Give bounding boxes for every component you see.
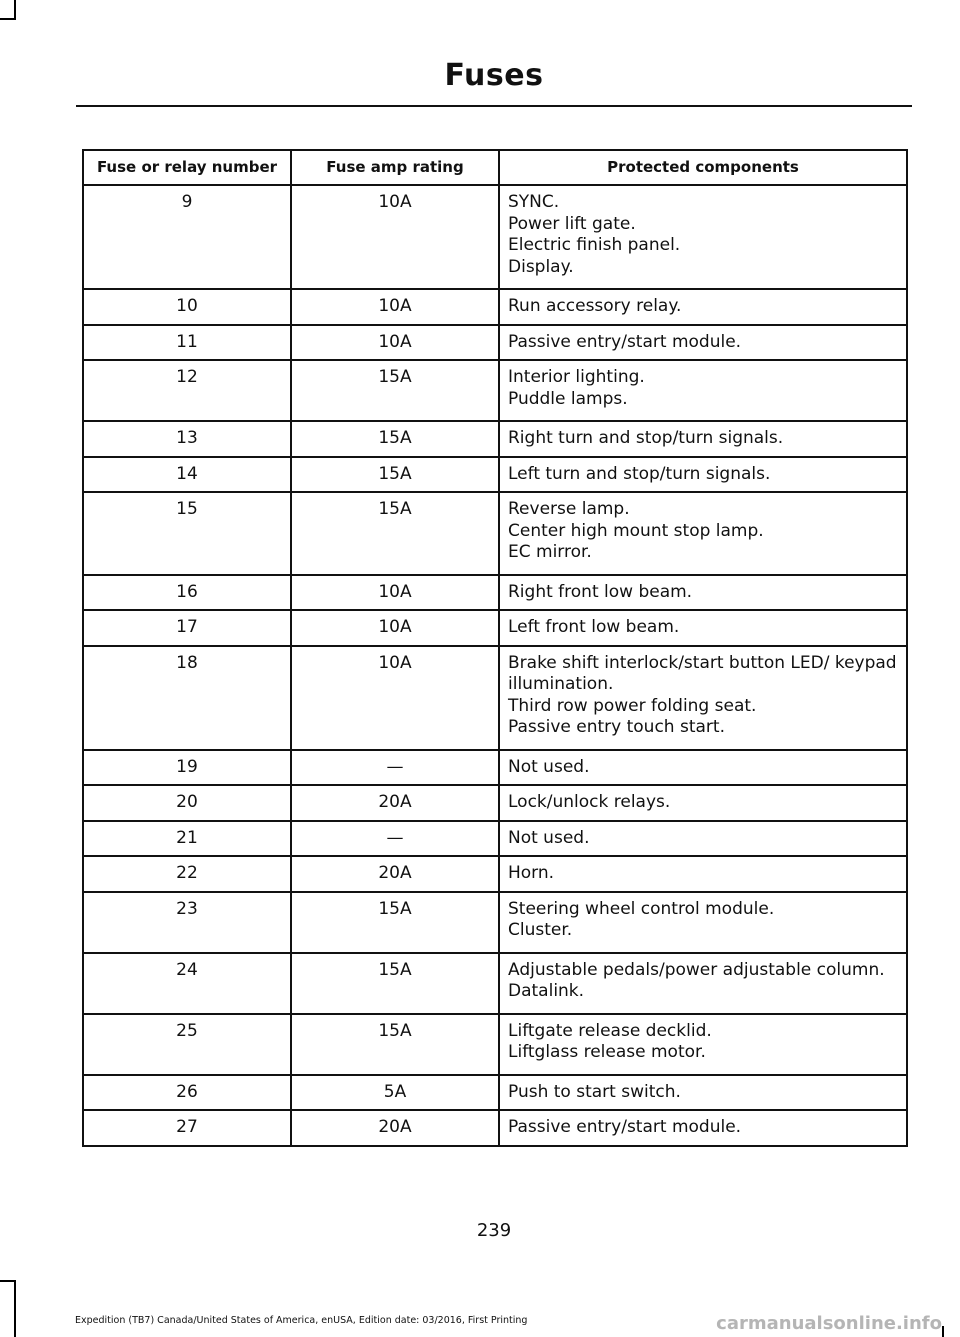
component-line: Third row power folding seat. [508, 695, 757, 716]
component-line: Liftgate release decklid. [508, 1020, 712, 1041]
protected-components-cell [499, 610, 907, 646]
protected-components-cell [499, 821, 907, 857]
amp-rating-cell: 10A [291, 575, 499, 611]
table-row [83, 360, 907, 421]
protected-components-cell [499, 646, 907, 750]
fuse-number-cell: 17 [83, 610, 291, 646]
page-number: 239 [476, 1220, 512, 1241]
component-line: Horn. [508, 863, 555, 883]
protected-components-cell [499, 892, 907, 953]
amp-rating-cell: 15A [291, 953, 499, 1014]
fuse-number-cell: 20 [83, 785, 291, 821]
component-line: Not used. [508, 827, 590, 848]
protected-components-cell [499, 1110, 907, 1146]
amp-rating-cell: 10A [291, 325, 499, 361]
table-row [83, 785, 907, 821]
component-line: EC mirror. [508, 542, 592, 562]
protected-components-cell [499, 289, 907, 325]
fuse-number-cell: 25 [83, 1014, 291, 1075]
component-line: Center high mount stop lamp. [508, 520, 764, 541]
table-row [83, 856, 907, 892]
component-line: Left turn and stop/turn signals. [508, 463, 771, 484]
footer-edition-text: Expedition (TB7) Canada/United States of America, enUSA, Edition date: 03/2016, First Printing [75, 1315, 528, 1326]
component-line: Puddle lamps. [508, 388, 628, 409]
table-row [83, 1110, 907, 1146]
crop-mark-bottom-right [942, 1326, 944, 1337]
column-header-protected-components: Protected components [499, 150, 907, 185]
component-line: Power lift gate. [508, 213, 636, 234]
amp-rating-cell: 5A [291, 1075, 499, 1111]
table-row [83, 325, 907, 361]
amp-rating-cell: 15A [291, 1014, 499, 1075]
protected-components-cell [499, 1014, 907, 1075]
page-title: Fuses [444, 58, 544, 93]
crop-mark-bottom-left [0, 1280, 16, 1282]
protected-components-cell [499, 421, 907, 457]
component-line: Cluster. [508, 920, 573, 940]
protected-components-cell [499, 953, 907, 1014]
amp-rating-cell: 10A [291, 610, 499, 646]
component-line: Liftglass release motor. [508, 1042, 706, 1062]
protected-components-cell [499, 750, 907, 786]
component-line: Right front low beam. [508, 581, 693, 602]
protected-components-cell [499, 325, 907, 361]
amp-rating-cell: 10A [291, 289, 499, 325]
crop-mark-top-left [14, 0, 16, 20]
component-line: Lock/unlock relays. [508, 792, 671, 812]
table-row [83, 892, 907, 953]
fuse-number-cell: 21 [83, 821, 291, 857]
table-row [83, 185, 907, 289]
amp-rating-cell: 10A [291, 646, 499, 750]
table-row [83, 1014, 907, 1075]
component-line: SYNC. [508, 192, 560, 212]
column-header-fuse-number: Fuse or relay number [83, 150, 291, 185]
fuse-number-cell: 15 [83, 492, 291, 575]
amp-rating-cell: 15A [291, 421, 499, 457]
protected-components-cell [499, 785, 907, 821]
protected-components-cell [499, 575, 907, 611]
component-line: Push to start switch. [508, 1081, 681, 1102]
table-row [83, 575, 907, 611]
fuse-number-cell: 19 [83, 750, 291, 786]
fuse-number-cell: 16 [83, 575, 291, 611]
table-row [83, 821, 907, 857]
component-line: Adjustable pedals/power adjustable column. [508, 959, 885, 980]
table-row [83, 953, 907, 1014]
component-line: Electric finish panel. [508, 235, 681, 255]
protected-components-cell [499, 185, 907, 289]
component-line: Not used. [508, 756, 590, 777]
component-line: Passive entry touch start. [508, 717, 725, 737]
amp-rating-cell: 20A [291, 856, 499, 892]
protected-components-cell [499, 492, 907, 575]
table-row [83, 646, 907, 750]
table-row [83, 492, 907, 575]
table-header-row [83, 150, 907, 185]
component-line: Run accessory relay. [508, 296, 682, 316]
table-row [83, 750, 907, 786]
amp-rating-cell: — [291, 750, 499, 786]
fuse-number-cell: 13 [83, 421, 291, 457]
protected-components-cell [499, 856, 907, 892]
table-row [83, 457, 907, 493]
component-line: Passive entry/start module. [508, 1117, 742, 1137]
component-line: Passive entry/start module. [508, 331, 742, 352]
fuse-number-cell: 23 [83, 892, 291, 953]
fuse-number-cell: 10 [83, 289, 291, 325]
component-line: Left front low beam. [508, 617, 680, 637]
protected-components-cell [499, 360, 907, 421]
fuse-number-cell: 14 [83, 457, 291, 493]
amp-rating-cell: 20A [291, 1110, 499, 1146]
amp-rating-cell: 15A [291, 892, 499, 953]
component-line: Steering wheel control module. [508, 898, 775, 919]
column-header-amp-rating: Fuse amp rating [291, 150, 499, 185]
amp-rating-cell: 20A [291, 785, 499, 821]
amp-rating-cell: 15A [291, 492, 499, 575]
table-row [83, 1075, 907, 1111]
table-row [83, 289, 907, 325]
component-line: Reverse lamp. [508, 499, 630, 519]
amp-rating-cell: — [291, 821, 499, 857]
fuse-number-cell: 12 [83, 360, 291, 421]
crop-mark-top-left [0, 18, 16, 20]
component-line: Interior lighting. [508, 367, 645, 387]
component-line: Brake shift interlock/start button LED/ keypad illumination. [508, 652, 897, 694]
fuse-number-cell: 11 [83, 325, 291, 361]
fuse-number-cell: 22 [83, 856, 291, 892]
fuse-number-cell: 26 [83, 1075, 291, 1111]
watermark-logo: carmanualsonline.info [716, 1313, 942, 1334]
component-line: Right turn and stop/turn signals. [508, 428, 784, 448]
fuse-number-cell: 24 [83, 953, 291, 1014]
table-row [83, 421, 907, 457]
amp-rating-cell: 15A [291, 360, 499, 421]
amp-rating-cell: 10A [291, 185, 499, 289]
title-divider [76, 105, 912, 107]
fuse-number-cell: 27 [83, 1110, 291, 1146]
crop-mark-bottom-left [14, 1280, 16, 1337]
component-line: Datalink. [508, 981, 585, 1001]
protected-components-cell [499, 457, 907, 493]
component-line: Display. [508, 256, 574, 277]
fuse-number-cell: 9 [83, 185, 291, 289]
table-row [83, 610, 907, 646]
fuse-table [82, 149, 908, 1147]
protected-components-cell [499, 1075, 907, 1111]
table-body [83, 185, 907, 1146]
fuse-number-cell: 18 [83, 646, 291, 750]
amp-rating-cell: 15A [291, 457, 499, 493]
